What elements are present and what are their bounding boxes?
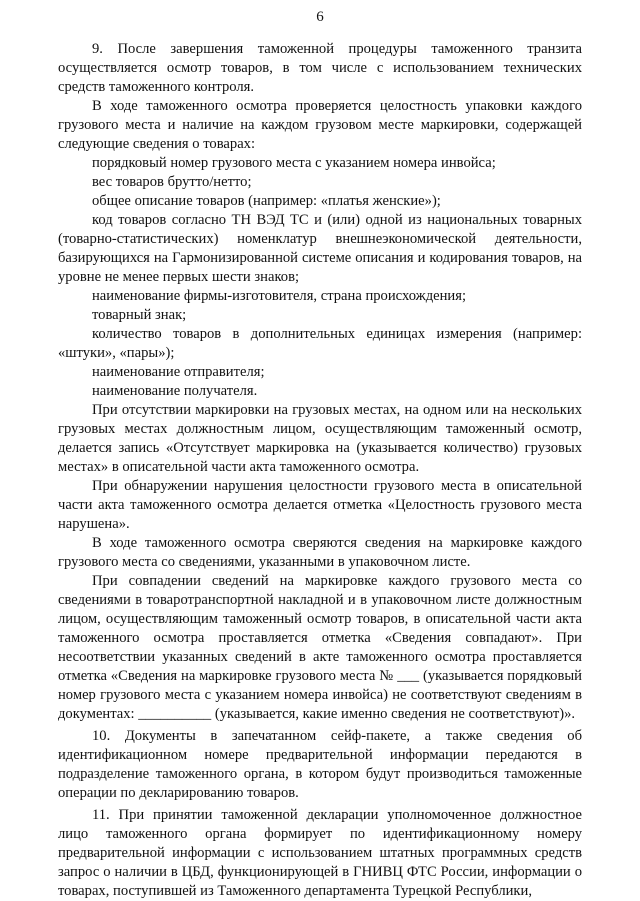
list-item-sender: наименование отправителя; [92, 364, 265, 380]
list-item-commodity-code: код товаров согласно ТН ВЭД ТС и (или) одной из национальных товарных (товарно-статистических) номенклатур внешнеэкономической деятельности, базирующихся на Гармонизированной системе описания и кодирования товаров, на уровне не менее первых шести знаков; [58, 212, 582, 285]
list-item-package-number: порядковый номер грузового места с указанием номера инвойса; [92, 155, 496, 171]
paragraph-inspection-integrity: В ходе таможенного осмотра проверяется целостность упаковки каждого грузового места и наличие на каждом грузовом месте маркировки, содержащей следующие сведения о товарах: [58, 98, 582, 152]
paragraph-11-declaration: 11. При принятии таможенной декларации уполномоченное должностное лицо таможенного органа формирует по идентификационному номеру предварительной информации с использованием штатных программных средств запрос о наличии в ЦБД, функционирующей в ГНИВЦ ФТС России, информации о товарах, поступившей из Таможенного департамента Турецкой Республики, [58, 807, 582, 899]
paragraph-9-intro: 9. После завершения таможенной процедуры таможенного транзита осуществляется осмотр товаров, в том числе с использованием технических средств таможенного контроля. [58, 41, 582, 95]
page-number: 6 [316, 9, 324, 25]
paragraph-integrity-violation: При обнаружении нарушения целостности грузового места в описательной части акта таможенного осмотра делается отметка «Целостность грузового места нарушена». [58, 478, 582, 532]
paragraph-10-documents: 10. Документы в запечатанном сейф-пакете, а также сведения об идентификационном номере предварительной информации передаются в подразделение таможенного органа, в котором будут производиться таможенные операции по декларированию товаров. [58, 728, 582, 801]
list-item-manufacturer: наименование фирмы-изготовителя, страна происхождения; [92, 288, 466, 304]
list-item-weight: вес товаров брутто/нетто; [92, 174, 252, 190]
paragraph-marking-check: В ходе таможенного осмотра сверяются сведения на маркировке каждого грузового места со сведениями, указанными в упаковочном листе. [58, 535, 582, 570]
list-item-recipient: наименование получателя. [92, 383, 258, 399]
paragraph-match-mismatch: При совпадении сведений на маркировке каждого грузового места со сведениями в товаротранспортной накладной и в упаковочном листе должностным лицом, осуществляющим таможенный осмотр товаров, в описательной части акта таможенного осмотра проставляется отметка «Сведения совпадают». При несоответствии указанных сведений в акте таможенного осмотра проставляется отметка «Сведения на маркировке грузового места № ___ (указывается порядковый номер грузового места с указанием номера инвойса) не соответствуют сведениям в документах: __________ (указывается, какие именно сведения не соответствуют)». [58, 573, 582, 722]
list-item-quantity: количество товаров в дополнительных единицах измерения (например: «штуки», «пары»); [58, 326, 582, 361]
paragraph-no-marking: При отсутствии маркировки на грузовых местах, на одном или на нескольких грузовых местах должностным лицом, осуществляющим таможенный осмотр, делается запись «Отсутствует маркировка на (указывается количество) грузовых местах» в описательной части акта таможенного осмотра. [58, 402, 582, 475]
document-body [58, 40, 582, 901]
list-item-trademark: товарный знак; [92, 307, 187, 323]
list-item-description: общее описание товаров (например: «платья женские»); [92, 193, 441, 209]
